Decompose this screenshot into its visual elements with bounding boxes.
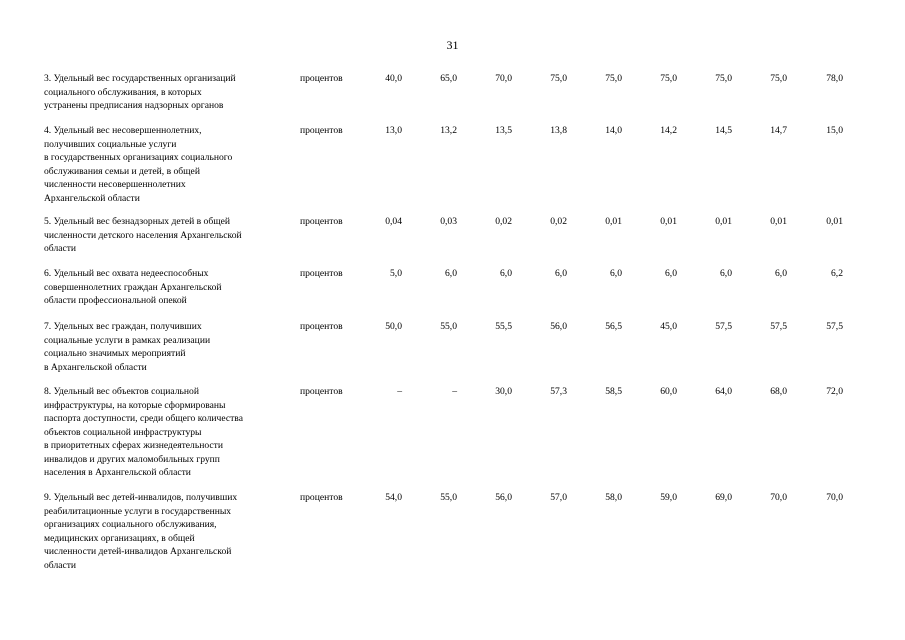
value-cell: 0,01 — [605, 216, 622, 227]
value-cell: 59,0 — [660, 492, 677, 503]
indicator-label: 6. Удельный вес охвата недееспособных совершеннолетних граждан Архангельской области профессиональной опекой — [44, 268, 222, 306]
value-cell: 0,02 — [495, 216, 512, 227]
value-cell: 57,3 — [550, 386, 567, 397]
value-cell: 6,0 — [610, 268, 622, 279]
indicator-label: 5. Удельный вес безнадзорных детей в общей численности детского населения Архангельской области — [44, 216, 242, 254]
value-cell: 60,0 — [660, 386, 677, 397]
value-cell: 0,01 — [770, 216, 787, 227]
unit-cell: процентов — [300, 125, 343, 136]
value-cell: 14,7 — [770, 125, 787, 136]
value-cell: 56,0 — [550, 321, 567, 332]
value-cell: 13,2 — [440, 125, 457, 136]
value-cell: 50,0 — [385, 321, 402, 332]
unit-cell: процентов — [300, 216, 343, 227]
value-cell: 55,0 — [440, 321, 457, 332]
value-cell: 55,0 — [440, 492, 457, 503]
value-cell: 6,0 — [555, 268, 567, 279]
value-cell: 0,01 — [660, 216, 677, 227]
value-cell: – — [397, 386, 402, 397]
unit-cell: процентов — [300, 492, 343, 503]
value-cell: 70,0 — [826, 492, 843, 503]
value-cell: 6,0 — [720, 268, 732, 279]
indicator-label: 7. Удельных вес граждан, получивших социальные услуги в рамках реализации социально значимых мероприятий в Архангельской области — [44, 321, 211, 373]
value-cell: 56,0 — [495, 492, 512, 503]
value-cell: 15,0 — [826, 125, 843, 136]
value-cell: 0,01 — [715, 216, 732, 227]
page-number: 31 — [446, 38, 459, 52]
value-cell: 68,0 — [770, 386, 787, 397]
indicator-label: 4. Удельный вес несовершеннолетних, получивших социальные услуги в государственных организациях социального обслуживания семьи и детей, в общей численности несовершеннолетних Архангельской области — [44, 125, 233, 204]
value-cell: 56,5 — [605, 321, 622, 332]
unit-cell: процентов — [300, 386, 343, 397]
value-cell: 70,0 — [770, 492, 787, 503]
indicator-label: 9. Удельный вес детей-инвалидов, получивших реабилитационные услуги в государственных организациях социального обслуживания, медицинских организациях, в общей численности детей-инвалидов Архангельской области — [44, 492, 238, 571]
value-cell: 30,0 — [495, 386, 512, 397]
value-cell: 5,0 — [390, 268, 402, 279]
value-cell: 0,02 — [550, 216, 567, 227]
value-cell: 75,0 — [715, 73, 732, 84]
value-cell: 57,0 — [550, 492, 567, 503]
value-cell: 13,0 — [385, 125, 402, 136]
value-cell: 6,0 — [775, 268, 787, 279]
unit-cell: процентов — [300, 73, 343, 84]
value-cell: 0,01 — [826, 216, 843, 227]
unit-cell: процентов — [300, 268, 343, 279]
value-cell: 69,0 — [715, 492, 732, 503]
value-cell: 55,5 — [495, 321, 512, 332]
value-cell: 14,0 — [605, 125, 622, 136]
unit-cell: процентов — [300, 321, 343, 332]
value-cell: 14,5 — [715, 125, 732, 136]
value-cell: 75,0 — [550, 73, 567, 84]
value-cell: 75,0 — [605, 73, 622, 84]
value-cell: 0,04 — [385, 216, 402, 227]
value-cell: 58,0 — [605, 492, 622, 503]
indicator-label: 3. Удельный вес государственных организаций социального обслуживания, в которых устранены предписания надзорных органов — [44, 73, 236, 111]
value-cell: 70,0 — [495, 73, 512, 84]
value-cell: 14,2 — [660, 125, 677, 136]
value-cell: 40,0 — [385, 73, 402, 84]
value-cell: 0,03 — [440, 216, 457, 227]
value-cell: 57,5 — [770, 321, 787, 332]
value-cell: 6,0 — [445, 268, 457, 279]
value-cell: 78,0 — [826, 73, 843, 84]
value-cell: 13,8 — [550, 125, 567, 136]
value-cell: 54,0 — [385, 492, 402, 503]
value-cell: 65,0 — [440, 73, 457, 84]
value-cell: 13,5 — [495, 125, 512, 136]
value-cell: 58,5 — [605, 386, 622, 397]
value-cell: 75,0 — [660, 73, 677, 84]
value-cell: 64,0 — [715, 386, 732, 397]
value-cell: 57,5 — [715, 321, 732, 332]
value-cell: 57,5 — [826, 321, 843, 332]
value-cell: 75,0 — [770, 73, 787, 84]
value-cell: 6,0 — [500, 268, 512, 279]
value-cell: 6,2 — [831, 268, 843, 279]
value-cell: 45,0 — [660, 321, 677, 332]
indicator-label: 8. Удельный вес объектов социальной инфраструктуры, на которые сформированы паспорта доступности, среди общего количества объектов социальной инфраструктуры в приоритетных сферах жизнедеятельности инвалидов и других маломобильных групп населения в Архангельской области — [44, 386, 243, 478]
value-cell: 6,0 — [665, 268, 677, 279]
value-cell: – — [452, 386, 457, 397]
value-cell: 72,0 — [826, 386, 843, 397]
